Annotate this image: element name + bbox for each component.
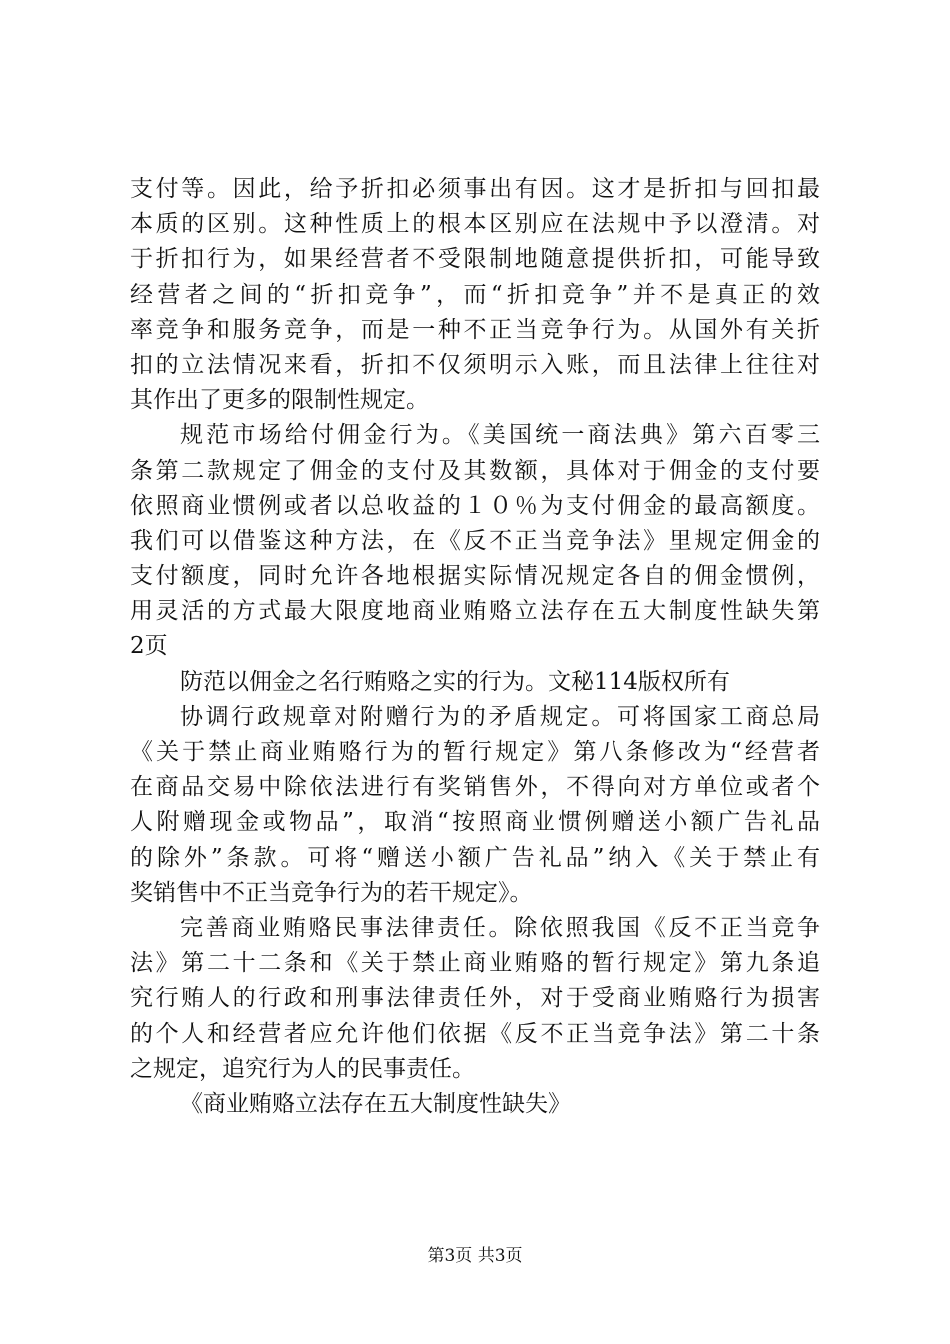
text-line: 《关于禁止商业贿赂行为的暂行规定》第八条修改为“经营者 — [130, 739, 820, 765]
text-line: 率竞争和服务竞争，而是一种不正当竞争行为。从国外有关折 — [130, 316, 820, 343]
text-line: 的除外”条款。可将“赠送小额广告礼品”纳入《关于禁止有 — [130, 844, 820, 871]
text-line: 协调行政规章对附赠行为的矛盾规定。可将国家工商总局 — [180, 703, 820, 730]
text-line: 规范市场给付佣金行为。《美国统一商法典》第六百零三 — [180, 422, 820, 449]
text-line: 用灵活的方式最大限度地商业贿赂立法存在五大制度性缺失第 — [130, 598, 820, 625]
text-line: 经营者之间的“折扣竞争”，而“折扣竞争”并不是真正的效 — [130, 281, 820, 308]
text-line: 之规定，追究行为人的民事责任。 — [130, 1055, 475, 1082]
text-line: 奖销售中不正当竞争行为的若干规定》。 — [130, 879, 533, 906]
paragraph — [130, 665, 820, 700]
text-line: 我们可以借鉴这种方法，在《反不正当竞争法》里规定佣金的 — [130, 527, 820, 554]
text-line: 在商品交易中除依法进行有奖销售外，不得向对方单位或者个 — [130, 774, 820, 801]
text-line: 其作出了更多的限制性规定。 — [130, 387, 429, 414]
page-footer: 第3页 共3页 — [427, 1246, 523, 1266]
paragraph — [130, 911, 820, 1087]
paragraph — [130, 418, 820, 664]
text-line: 究行贿人的行政和刑事法律责任外，对于受商业贿赂行为损害 — [130, 985, 820, 1012]
text-line: 支付额度，同时允许各地根据实际情况规定各自的佣金惯例， — [130, 563, 820, 590]
text-line: 人附赠现金或物品”，取消“按照商业惯例赠送小额广告礼品 — [130, 809, 820, 836]
paragraph — [130, 700, 820, 911]
document-body — [130, 172, 820, 1122]
text-line: 条第二款规定了佣金的支付及其数额，具体对于佣金的支付要 — [130, 457, 820, 484]
text-line: 支付等。因此，给予折扣必须事出有因。这才是折扣与回扣最 — [130, 176, 820, 202]
text-line: 完善商业贿赂民事法律责任。除依照我国《反不正当竞争 — [180, 914, 820, 941]
text-line: 2页 — [130, 633, 168, 660]
text-line: 于折扣行为，如果经营者不受限制地随意提供折扣，可能导致 — [130, 246, 820, 273]
text-line: 法》第二十二条和《关于禁止商业贿赂的暂行规定》第九条追 — [130, 950, 820, 977]
paragraph — [130, 1087, 820, 1122]
text-line: 本质的区别。这种性质上的根本区别应在法规中予以澄清。对 — [130, 211, 820, 238]
text-line: 《商业贿赂立法存在五大制度性缺失》 — [180, 1090, 571, 1117]
text-line: 的个人和经营者应允许他们依据《反不正当竞争法》第二十条 — [130, 1020, 820, 1047]
text-line: 依照商业惯例或者以总收益的１０％为支付佣金的最高额度。 — [130, 492, 820, 519]
paragraph — [130, 172, 820, 418]
text-line: 扣的立法情况来看，折扣不仅须明示入账，而且法律上往往对 — [130, 351, 820, 378]
text-line: 防范以佣金之名行贿赂之实的行为。文秘114版权所有 — [180, 668, 730, 695]
